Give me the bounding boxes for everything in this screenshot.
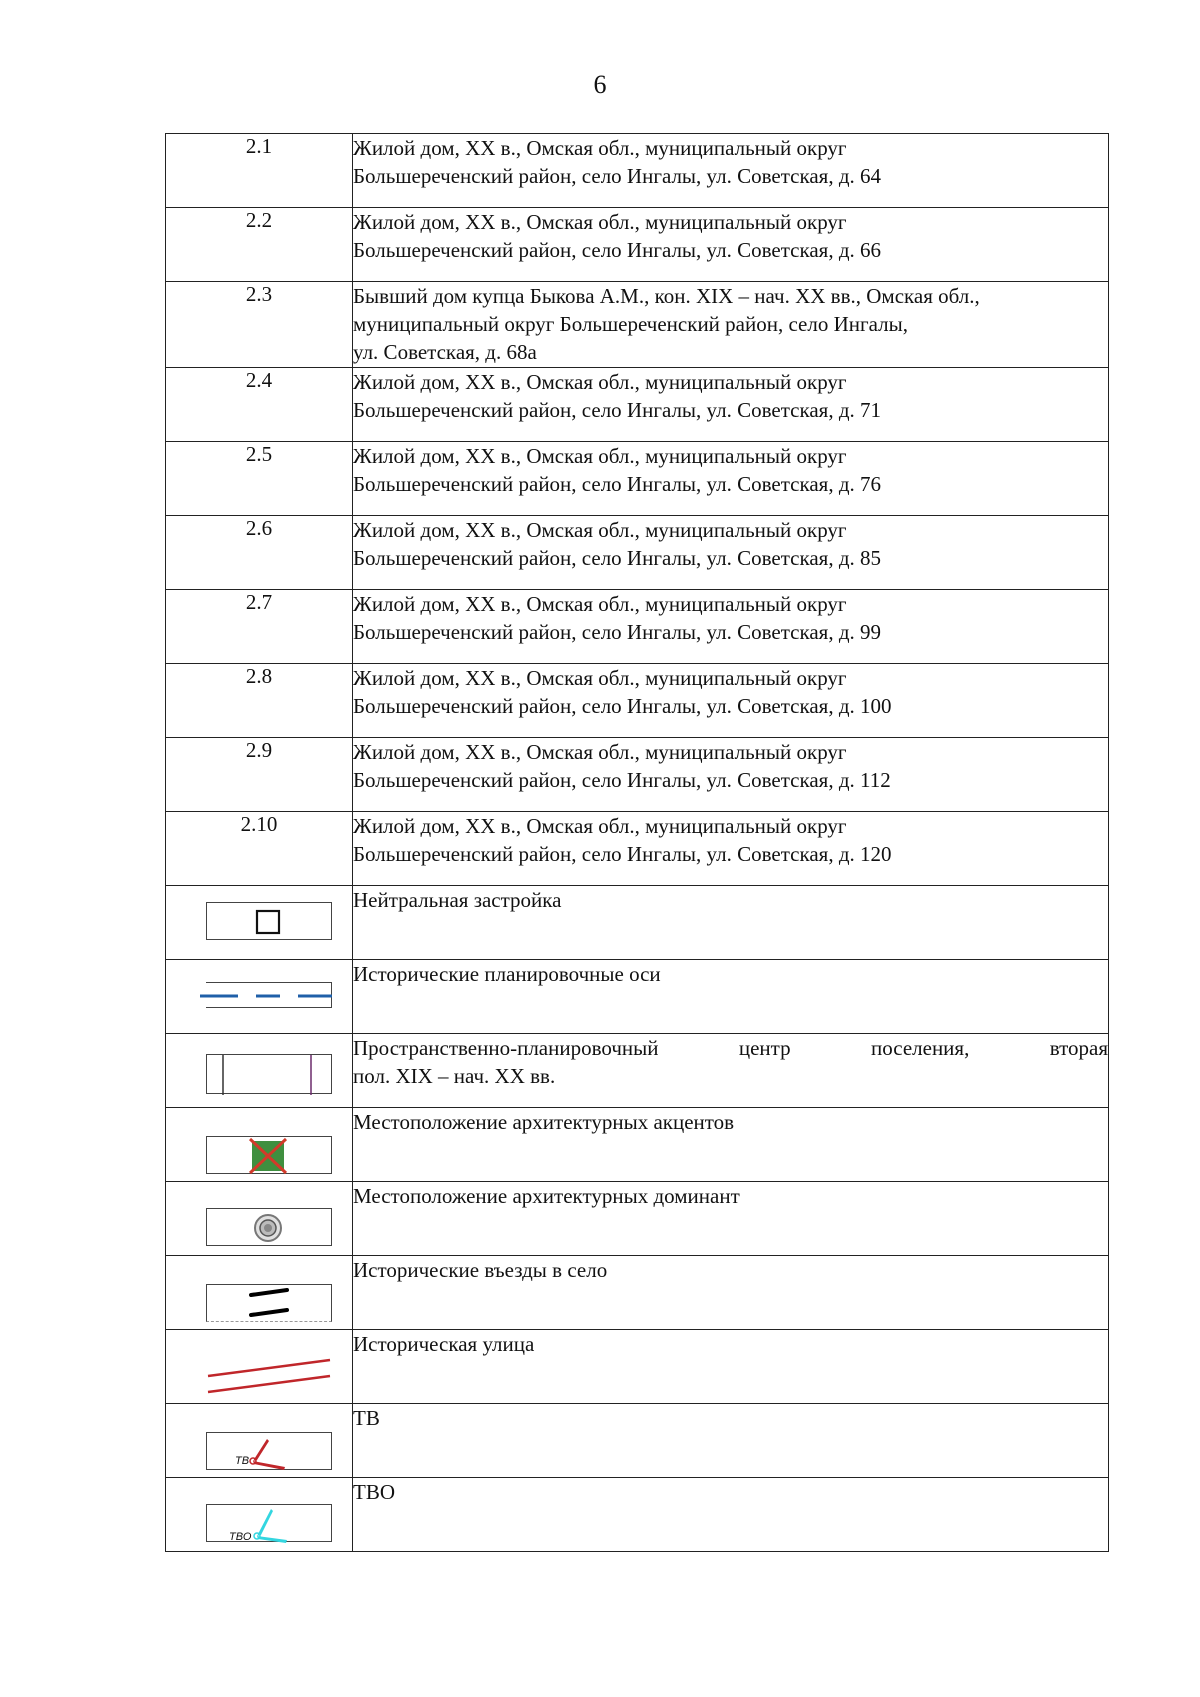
item-description: Жилой дом, XX в., Омская обл., муниципальный округ Большереченский район, село Ингалы, ул. Советская, д. 85 bbox=[353, 516, 1109, 590]
item-description: Жилой дом, XX в., Омская обл., муниципальный округ Большереченский район, село Ингалы, ул. Советская, д. 99 bbox=[353, 590, 1109, 664]
tv-symbol-label: ТВ bbox=[235, 1455, 250, 1467]
table-row bbox=[166, 738, 1109, 812]
item-description: Жилой дом, XX в., Омская обл., муниципальный округ Большереченский район, село Ингалы, ул. Советская, д. 120 bbox=[353, 812, 1109, 886]
legend-description: Историческая улица bbox=[353, 1330, 1109, 1404]
table-row bbox=[166, 134, 1109, 208]
tv-icon bbox=[206, 1432, 332, 1470]
legend-symbol-cell bbox=[166, 1478, 353, 1552]
item-number: 2.3 bbox=[166, 282, 353, 368]
legend-row-historical-entrances bbox=[166, 1256, 1109, 1330]
legend-symbol-cell bbox=[166, 1034, 353, 1108]
legend-symbol-cell bbox=[166, 1330, 353, 1404]
item-number: 2.6 bbox=[166, 516, 353, 590]
item-number: 2.2 bbox=[166, 208, 353, 282]
item-number: 2.1 bbox=[166, 134, 353, 208]
legend-description: Исторические въезды в село bbox=[353, 1256, 1109, 1330]
table-row bbox=[166, 442, 1109, 516]
architectural-accents-icon bbox=[206, 1136, 332, 1174]
item-description: Жилой дом, XX в., Омская обл., муниципальный округ Большереченский район, село Ингалы, ул. Советская, д. 71 bbox=[353, 368, 1109, 442]
page-number: 6 bbox=[593, 70, 607, 99]
legend-symbol-cell bbox=[166, 960, 353, 1034]
table-row bbox=[166, 812, 1109, 886]
table-row bbox=[166, 590, 1109, 664]
item-description: Жилой дом, XX в., Омская обл., муниципальный округ Большереченский район, село Ингалы, ул. Советская, д. 100 bbox=[353, 664, 1109, 738]
legend-symbol-cell bbox=[166, 1256, 353, 1330]
planning-center-icon bbox=[206, 1054, 332, 1094]
item-number: 2.7 bbox=[166, 590, 353, 664]
table-row bbox=[166, 282, 1109, 368]
legend-row-neutral-building bbox=[166, 886, 1109, 960]
legend-description: ТВ bbox=[353, 1404, 1109, 1478]
legend-table bbox=[165, 133, 1109, 1552]
legend-symbol-cell bbox=[166, 886, 353, 960]
legend-description: Местоположение архитектурных акцентов bbox=[353, 1108, 1109, 1182]
legend-description: Исторические планировочные оси bbox=[353, 960, 1109, 1034]
item-number: 2.9 bbox=[166, 738, 353, 812]
historical-street-icon bbox=[206, 1356, 332, 1396]
neutral-building-icon bbox=[206, 902, 332, 940]
legend-row-planning-center bbox=[166, 1034, 1109, 1108]
table-row bbox=[166, 208, 1109, 282]
legend-row-tvo bbox=[166, 1478, 1109, 1552]
legend-description: ТВО bbox=[353, 1478, 1109, 1552]
legend-row-tv bbox=[166, 1404, 1109, 1478]
table-row bbox=[166, 516, 1109, 590]
legend-symbol-cell bbox=[166, 1182, 353, 1256]
item-number: 2.5 bbox=[166, 442, 353, 516]
legend-row-architectural-accents bbox=[166, 1108, 1109, 1182]
legend-symbol-cell bbox=[166, 1404, 353, 1478]
item-description: Жилой дом, XX в., Омская обл., муниципальный округ Большереченский район, село Ингалы, ул. Советская, д. 64 bbox=[353, 134, 1109, 208]
tvo-icon bbox=[206, 1504, 332, 1542]
legend-row-historical-axes bbox=[166, 960, 1109, 1034]
item-description: Жилой дом, XX в., Омская обл., муниципальный округ Большереченский район, село Ингалы, ул. Советская, д. 66 bbox=[353, 208, 1109, 282]
item-number: 2.10 bbox=[166, 812, 353, 886]
item-description: Жилой дом, XX в., Омская обл., муниципальный округ Большереченский район, село Ингалы, ул. Советская, д. 76 bbox=[353, 442, 1109, 516]
architectural-dominants-icon bbox=[206, 1208, 332, 1246]
legend-row-historical-street bbox=[166, 1330, 1109, 1404]
historical-entrances-icon bbox=[206, 1284, 332, 1322]
item-description: Жилой дом, XX в., Омская обл., муниципальный округ Большереченский район, село Ингалы, ул. Советская, д. 112 bbox=[353, 738, 1109, 812]
historical-axes-icon bbox=[206, 982, 332, 1008]
legend-description: Пространственно-планировочный центр поселения, вторая пол. XIX – нач. XX вв. bbox=[353, 1034, 1109, 1108]
item-description: Бывший дом купца Быкова А.М., кон. XIX – нач. XX вв., Омская обл., муниципальный округ Большереченский район, село Ингалы, ул. Советская, д. 68а bbox=[353, 282, 1109, 368]
table-row bbox=[166, 664, 1109, 738]
legend-symbol-cell bbox=[166, 1108, 353, 1182]
table-row bbox=[166, 368, 1109, 442]
item-number: 2.8 bbox=[166, 664, 353, 738]
legend-row-architectural-dominants bbox=[166, 1182, 1109, 1256]
legend-description: Местоположение архитектурных доминант bbox=[353, 1182, 1109, 1256]
item-number: 2.4 bbox=[166, 368, 353, 442]
tvo-symbol-label: ТВО bbox=[229, 1531, 252, 1543]
legend-description: Нейтральная застройка bbox=[353, 886, 1109, 960]
